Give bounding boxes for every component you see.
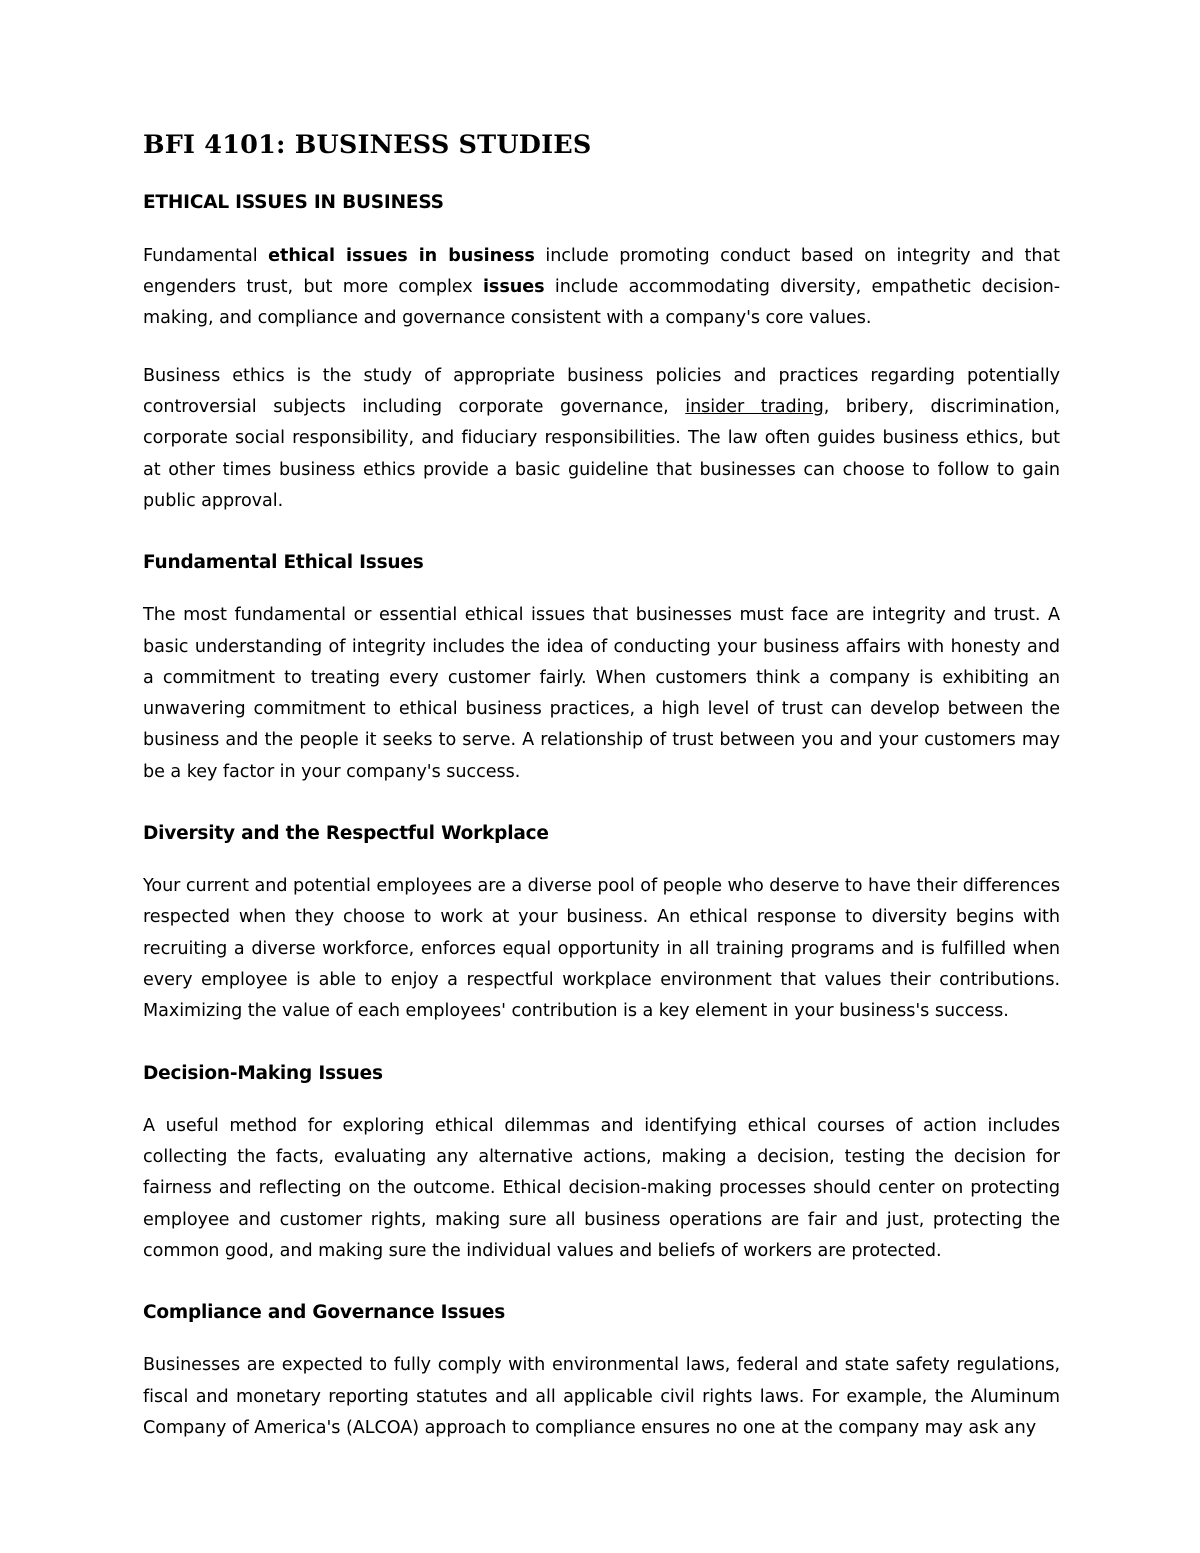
sub-heading-diversity-respectful-workplace: Diversity and the Respectful Workplace bbox=[143, 823, 549, 845]
paragraph-diversity-respectful-workplace: Your current and potential employees are a diverse pool of people who deserve to have their differences respected when they choose to work at your business. An ethical response to diversity begins with recruiting a diverse workforce, enforces equal opportunity in all training programs and is fulfilled when every employee is able to enjoy a respectful workplace environment that values their contributions. Maximizing the value of each employees' contribution is a key element in your business's success. bbox=[143, 876, 1060, 1022]
intro-bold-1: ethical issues in business bbox=[268, 245, 535, 266]
intro-text-5: , bribery, discrimination, corporate social responsibility, and fiduciary responsibilities. The law often guides business ethics, but at other times business ethics provide a basic guideline that businesses can choose to follow to gain public approval. bbox=[143, 396, 1060, 511]
intro-text-2: include promoting conduct based on integrity and that engenders trust, but more complex bbox=[143, 245, 1061, 297]
paragraph-compliance-governance-issues: Businesses are expected to fully comply with environmental laws, federal and state safety regulations, fiscal and monetary reporting statutes and all applicable civil rights laws. For example, the Aluminum Company of America's (ALCOA) approach to compliance ensures no one at the company may ask any bbox=[143, 1355, 1060, 1438]
page-title: BFI 4101: BUSINESS STUDIES bbox=[143, 130, 592, 160]
sub-heading-decision-making-issues: Decision-Making Issues bbox=[143, 1062, 383, 1084]
intro-text-1: Fundamental bbox=[143, 245, 269, 266]
intro-text-3: include accommodating diversity, empathetic decision-making, and compliance and governance consistent with a company's core values. bbox=[143, 276, 1061, 329]
intro-paragraph-2 bbox=[143, 361, 1060, 518]
section-heading-ethical-issues: ETHICAL ISSUES IN BUSINESS bbox=[143, 191, 444, 213]
link-insider-trading[interactable]: insider trading bbox=[685, 396, 824, 417]
intro-bold-2: issues bbox=[482, 276, 545, 297]
intro-text-4: Business ethics is the study of appropriate business policies and practices regarding potentially controversial subjects including corporate governance, bbox=[143, 365, 1060, 417]
sub-heading-fundamental-ethical-issues: Fundamental Ethical Issues bbox=[143, 552, 424, 574]
paragraph-fundamental-ethical-issues: The most fundamental or essential ethical issues that businesses must face are integrity and trust. A basic understanding of integrity includes the idea of conducting your business affairs with honesty and a commitment to treating every customer fairly. When customers think a company is exhibiting an unwavering commitment to ethical business practices, a high level of trust can develop between the business and the people it seeks to serve. A relationship of trust between you and your customers may be a key factor in your company's success. bbox=[143, 605, 1060, 782]
sub-heading-compliance-governance-issues: Compliance and Governance Issues bbox=[143, 1302, 506, 1324]
paragraph-decision-making-issues: A useful method for exploring ethical dilemmas and identifying ethical courses of action includes collecting the facts, evaluating any alternative actions, making a decision, testing the decision for fairness and reflecting on the outcome. Ethical decision-making processes should center on protecting employee and customer rights, making sure all business operations are fair and just, protecting the common good, and making sure the individual values and beliefs of workers are protected. bbox=[143, 1115, 1060, 1261]
intro-paragraph-1 bbox=[143, 241, 1060, 335]
